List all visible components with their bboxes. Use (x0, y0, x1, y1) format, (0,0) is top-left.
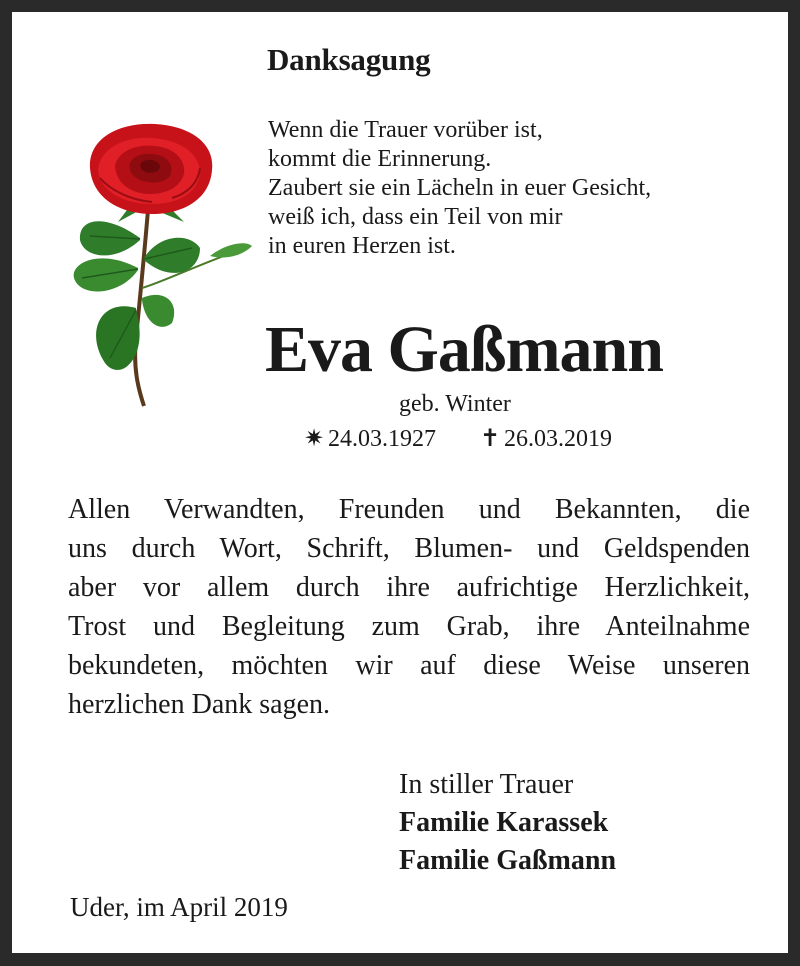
paragraph-line: bekundeten, möchten wir auf diese Weise unseren (68, 650, 750, 681)
paragraph-line: herzlichen Dank sagen. (68, 689, 330, 720)
life-dates (300, 424, 612, 453)
thanks-paragraph (68, 490, 750, 724)
poem-line: in euren Herzen ist. (268, 233, 456, 259)
poem-line: Wenn die Trauer vorüber ist, (268, 117, 543, 143)
paragraph-line: Trost und Begleitung zum Grab, ihre Anteilnahme (68, 611, 750, 642)
place-date: Uder, im April 2019 (70, 892, 288, 922)
paragraph-line: Allen Verwandten, Freunden und Bekannten, die (68, 494, 750, 525)
death-date: 26.03.2019 (504, 426, 612, 452)
maiden-name: geb. Winter (399, 391, 511, 417)
notice-heading: Danksagung (267, 42, 431, 77)
family-name: Familie Karassek (399, 807, 609, 838)
poem-line: kommt die Erinnerung. (268, 146, 492, 172)
closing-block (399, 766, 616, 880)
death-cross-icon: ✝ (479, 426, 501, 452)
deceased-name: Eva Gaßmann (265, 313, 663, 386)
closing-phrase: In stiller Trauer (399, 769, 574, 800)
birth-star-icon: ✷ (303, 426, 325, 452)
birth-date: 24.03.1927 (328, 426, 436, 452)
poem (268, 116, 651, 261)
rose-icon (60, 118, 260, 408)
paragraph-line: aber vor allem durch ihre aufrichtige Herzlichkeit, (68, 572, 750, 603)
poem-line: Zaubert sie ein Lächeln in euer Gesicht, (268, 175, 652, 201)
family-name: Familie Gaßmann (399, 845, 617, 876)
poem-line: weiß ich, dass ein Teil von mir (268, 204, 563, 230)
paragraph-line: uns durch Wort, Schrift, Blumen- und Geldspenden (68, 533, 750, 564)
